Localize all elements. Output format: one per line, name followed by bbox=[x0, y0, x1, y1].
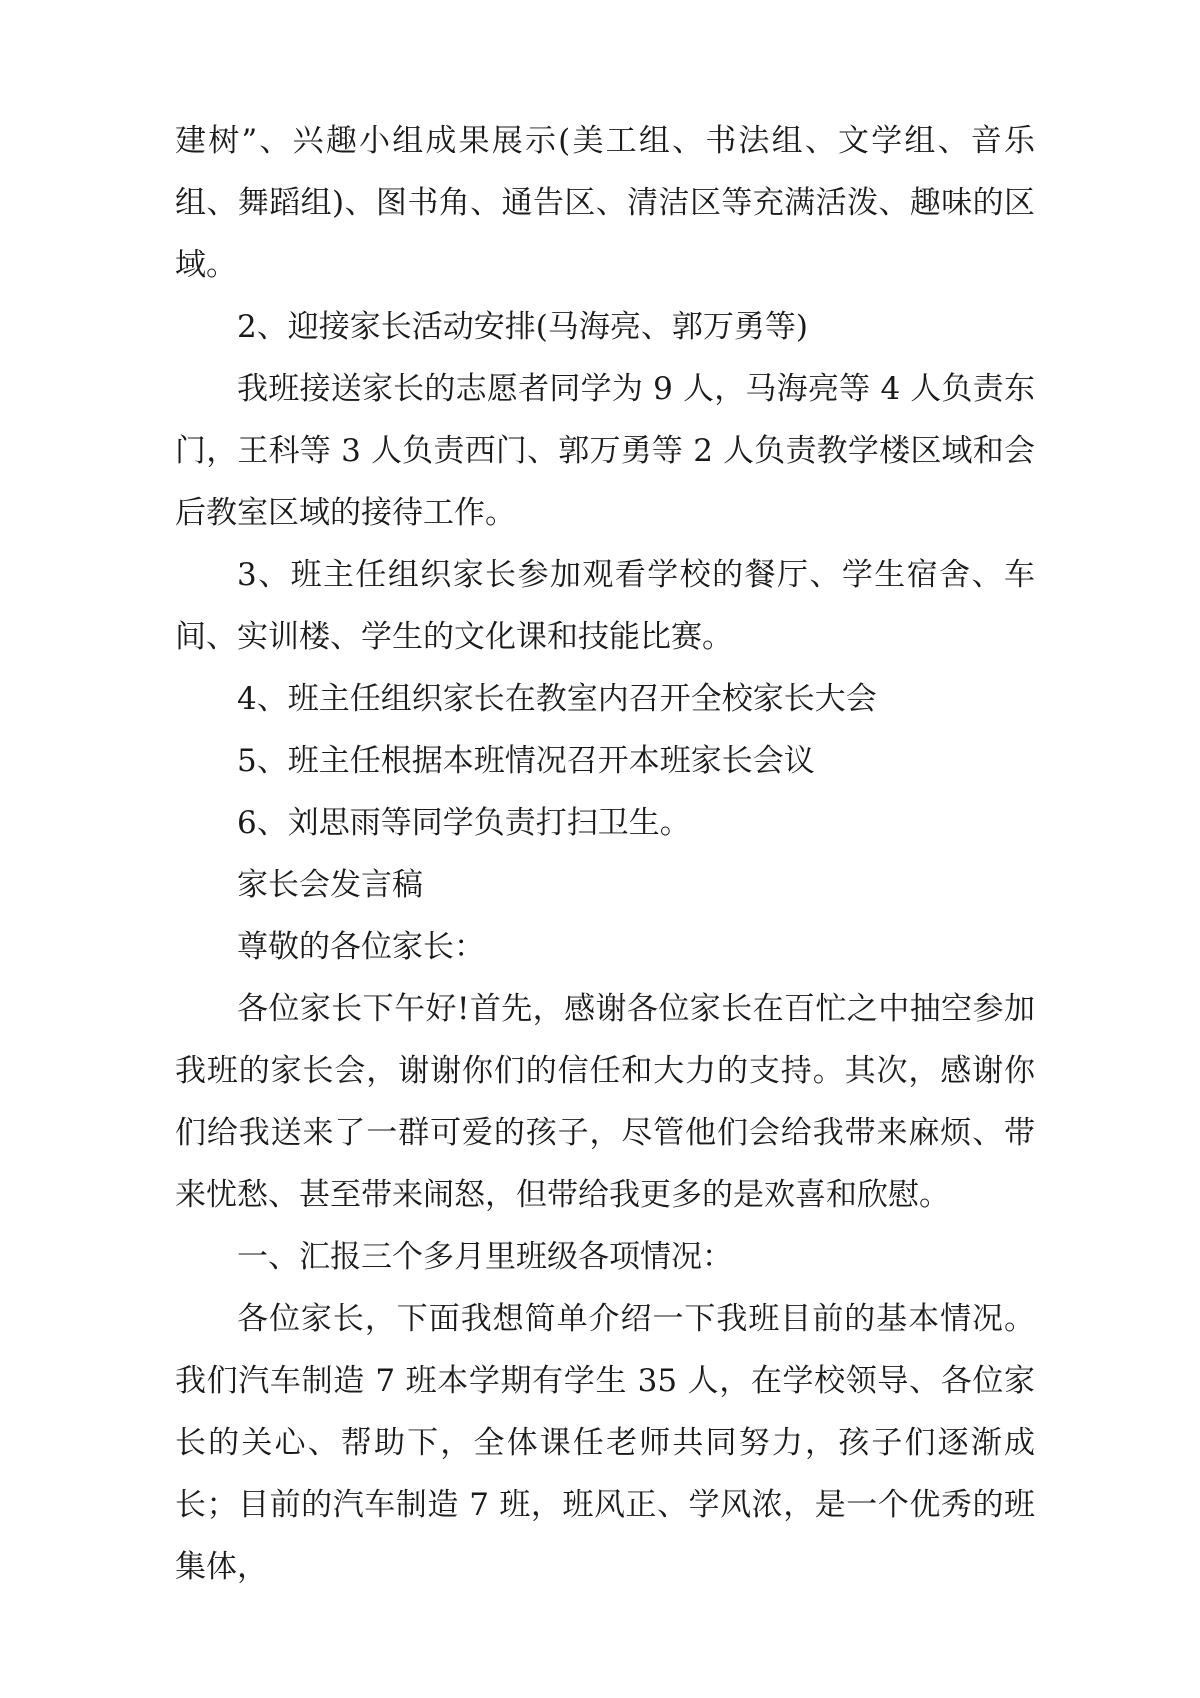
paragraph-item-3-campus-tour: 3、班主任组织家长参加观看学校的餐厅、学生宿舍、车间、实训楼、学生的文化课和技能比赛。 bbox=[175, 557, 1035, 655]
paragraph-greeting-thanks: 各位家长下午好!首先，感谢各位家长在百忙之中抽空参加我班的家长会，谢谢你们的信任和大力的支持。其次，感谢你们给我送来了一群可爱的孩子，尽管他们会给我带来麻烦、带来忧愁、甚至带来闹怒，但带给我更多的是欢喜和欣慰。 bbox=[175, 991, 1035, 1213]
paragraph-item-4-school-meeting: 4、班主任组织家长在教室内召开全校家长大会 bbox=[237, 681, 877, 717]
paragraph-continued-area-list: 建树”、兴趣小组成果展示(美工组、书法组、文学组、音乐组、舞蹈组)、图书角、通告区、清洁区等充满活泼、趣味的区域。 bbox=[175, 123, 1035, 283]
section-title-speech: 家长会发言稿 bbox=[237, 867, 423, 903]
paragraph-item-6-cleaning: 6、刘思雨等同学负责打扫卫生。 bbox=[237, 805, 691, 841]
paragraph-item-2-parent-reception: 2、迎接家长活动安排(马海亮、郭万勇等) bbox=[237, 309, 808, 345]
heading-part-one-report: 一、汇报三个多月里班级各项情况： bbox=[237, 1239, 733, 1275]
paragraph-class-overview: 各位家长，下面我想简单介绍一下我班目前的基本情况。我们汽车制造 7 班本学期有学生 35 人，在学校领导、各位家长的关心、帮助下，全体课任老师共同努力，孩子们逐渐成长；目前的汽车制造 7 班，班风正、学风浓，是一个优秀的班集体， bbox=[175, 1301, 1035, 1585]
paragraph-volunteer-assignments: 我班接送家长的志愿者同学为 9 人，马海亮等 4 人负责东门，王科等 3 人负责西门、郭万勇等 2 人负责教学楼区域和会后教室区域的接待工作。 bbox=[175, 371, 1035, 531]
paragraph-item-5-class-meeting: 5、班主任根据本班情况召开本班家长会议 bbox=[237, 743, 815, 779]
document-body bbox=[175, 110, 1035, 1598]
speech-salutation: 尊敬的各位家长： bbox=[237, 929, 485, 965]
